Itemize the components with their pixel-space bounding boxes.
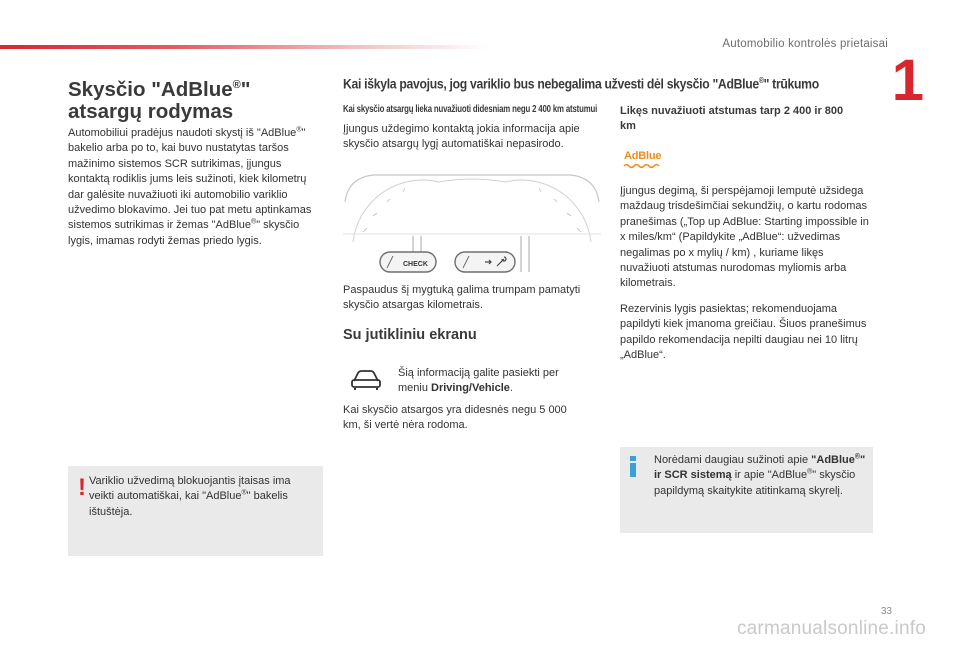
middle-title-pre: Kai iškyla pavojus, jog variklio bus nebegalima užvesti dėl skysčio "AdBlue [343, 76, 759, 93]
header-accent-bar [0, 45, 490, 49]
check-button-label: CHECK [403, 261, 428, 268]
adblue-warning-icon: AdBlue [624, 150, 662, 162]
left-body-part: " bakelio arba po to, kai buvo nustatytas taršos mažinimo sistemos SCR sutrikimas, įjungus kontaktą rodiklis jums leis sužinoti, kiek kilometrų dar galėsite nuvažiuoti iki automobilio variklio užvedimo blokavimo. Jei tuo pat metu aptinkamas sistemos sutrikimas ir žemas "AdBlue [68, 127, 312, 232]
warning-text-post: " bakelis ištuštėja. [89, 490, 288, 518]
info-text-sup: ® [807, 468, 813, 476]
middle-subtitle: Kai skysčio atsargų lieka nuvažiuoti didesniam negu 2 400 km atstumui [343, 104, 598, 115]
right-paragraph-2: Rezervinis lygis pasiektas; rekomenduojama papildyti kiek įmanoma greičiau. Šiuos pranešimus papildo rekomendacija nepilti daugiau nei 10 litrų „AdBlue“. [620, 303, 867, 362]
info-icon [630, 456, 636, 476]
left-body-sup: ® [296, 126, 302, 134]
instrument-cluster-illustration [343, 172, 601, 280]
middle-title-post: " trūkumo [763, 76, 819, 93]
touchscreen-text-pre: Šią informaciją galite pasiekti per meniu [398, 367, 559, 395]
warning-text [89, 474, 311, 520]
touchscreen-title: Su jutikliniu ekranu [343, 327, 477, 343]
touchscreen-text [398, 366, 588, 397]
warning-text-sup: ® [241, 489, 247, 497]
info-text-mid: ir apie "AdBlue [731, 469, 808, 482]
page-number: 33 [880, 606, 892, 617]
info-bold-sup: ® [854, 453, 861, 461]
middle-paragraph-1: Įjungus uždegimo kontaktą jokia informacija apie skysčio atsargų lygį automatiškai nepasirodo. [343, 123, 580, 151]
warning-box [68, 466, 323, 556]
car-icon [350, 369, 382, 391]
info-text-pre: Norėdami daugiau sužinoti apie [654, 454, 812, 466]
middle-paragraph-2: Paspaudus šį mygtuką galima trumpam pamatyti skysčio atsargas kilometrais. [343, 284, 581, 312]
chapter-number: 1 [891, 48, 924, 113]
section-title-pre: Skysčio "AdBlue [68, 77, 233, 101]
middle-title [343, 76, 819, 93]
info-text-post: " skysčio papildymą skaitykite atitinkamą skyrelį. [654, 469, 856, 497]
right-title: Likęs nuvažiuoti atstumas tarp 2 400 ir 800 km [620, 105, 844, 133]
touchscreen-text-post: . [509, 382, 513, 395]
left-body-text [68, 126, 320, 249]
section-title-sup: ® [232, 79, 241, 91]
middle-title-sup: ® [758, 76, 764, 85]
info-bold-post: " ir SCR sistemą [654, 454, 866, 482]
adblue-wave-icon [623, 163, 663, 169]
watermark: carmanualsonline.info [736, 618, 926, 639]
info-box [620, 447, 873, 533]
left-body-sup: ® [251, 218, 257, 226]
left-body-part: " skysčio lygis, imamas rodyti žemas priedo lygis. [68, 219, 300, 247]
left-body-part: Automobiliui pradėjus naudoti skystį iš "AdBlue [68, 127, 297, 139]
info-text [654, 453, 869, 499]
warning-icon: ! [78, 474, 86, 501]
section-title-post: " atsargų rodymas [68, 77, 251, 123]
middle-paragraph-3: Kai skysčio atsargos yra didesnės negu 5 000 km, ši vertė nėra rodoma. [343, 404, 567, 432]
menu-path: Driving/Vehicle [431, 382, 510, 395]
section-title [68, 74, 328, 123]
header-title: Automobilio kontrolės prietaisai [722, 38, 888, 50]
right-paragraph-1: Įjungus degimą, ši perspėjamoji lemputė užsidega maždaug trisdešimčiai sekundžių, o kartu rodomas pranešimas („Top up AdBlue: Starting impossible in x miles/km“ (Papildykite „AdBlue“: užvedimas negalimas po x mylių / km) , kuriame likęs nuvažiuoti atstumas nurodomas myliomis arba kilometrais. [620, 185, 869, 290]
warning-text-pre: Variklio užvedimą blokuojantis įtaisas ima veikti automatiškai, kai "AdBlue [89, 475, 291, 503]
info-bold-pre: "AdBlue [811, 454, 855, 466]
